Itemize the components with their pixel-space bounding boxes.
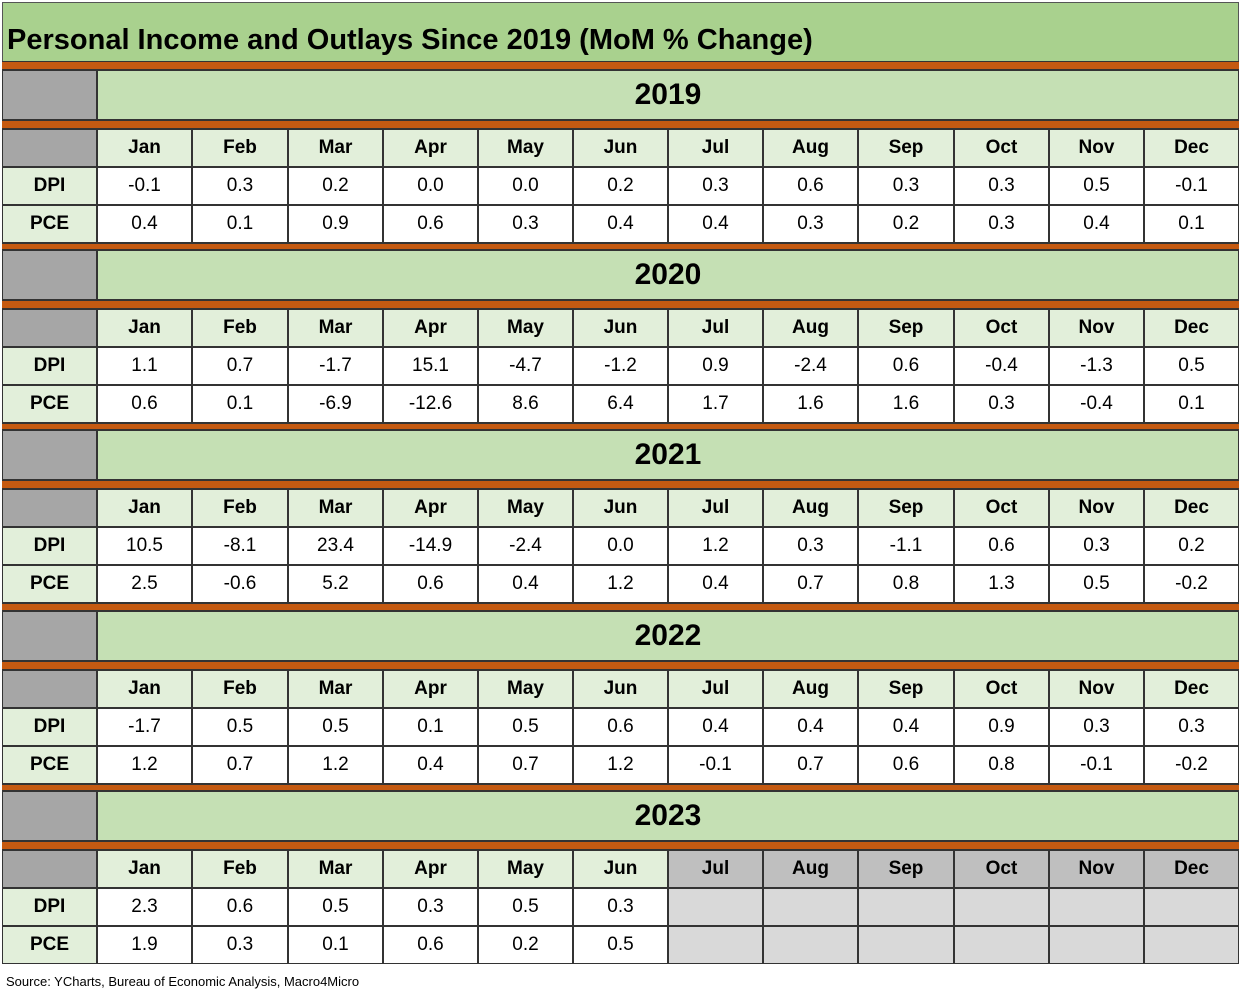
- data-cell: 0.4: [383, 746, 478, 784]
- corner-cell: [2, 309, 97, 347]
- month-header: Aug: [763, 129, 858, 167]
- month-header: Sep: [858, 670, 954, 708]
- month-header: Dec: [1144, 309, 1239, 347]
- data-cell: [763, 888, 858, 926]
- month-header: Feb: [192, 129, 288, 167]
- data-cell: 0.4: [478, 565, 573, 603]
- month-header: Oct: [954, 309, 1049, 347]
- separator-bar: [2, 784, 1239, 791]
- data-cell: 0.7: [478, 746, 573, 784]
- data-cell: 0.7: [192, 347, 288, 385]
- data-cell: 0.1: [288, 926, 383, 964]
- corner-cell: [2, 489, 97, 527]
- data-cell: 0.6: [858, 746, 954, 784]
- corner-cell: [2, 430, 97, 480]
- data-cell: -1.7: [288, 347, 383, 385]
- month-header: Sep: [858, 309, 954, 347]
- separator-bar: [2, 423, 1239, 430]
- month-header: Oct: [954, 129, 1049, 167]
- data-cell: 0.5: [288, 708, 383, 746]
- data-cell: 0.3: [383, 888, 478, 926]
- data-cell: 0.6: [192, 888, 288, 926]
- month-header: Dec: [1144, 670, 1239, 708]
- data-cell: 0.4: [668, 565, 763, 603]
- data-cell: [954, 888, 1049, 926]
- data-cell: 0.6: [97, 385, 192, 423]
- data-cell: 0.5: [1049, 167, 1144, 205]
- data-cell: -2.4: [478, 527, 573, 565]
- month-header: Jul: [668, 309, 763, 347]
- month-header: May: [478, 309, 573, 347]
- month-header: Mar: [288, 489, 383, 527]
- data-cell: 0.5: [1049, 565, 1144, 603]
- month-header: Nov: [1049, 129, 1144, 167]
- data-cell: 0.3: [192, 167, 288, 205]
- month-header: Dec: [1144, 489, 1239, 527]
- month-header: Jun: [573, 309, 668, 347]
- month-header: Feb: [192, 670, 288, 708]
- month-header: Feb: [192, 489, 288, 527]
- separator-bar: [2, 300, 1239, 309]
- data-cell: 0.4: [97, 205, 192, 243]
- data-cell: 1.2: [573, 565, 668, 603]
- data-cell: 1.2: [97, 746, 192, 784]
- data-cell: 0.2: [478, 926, 573, 964]
- month-header: Apr: [383, 489, 478, 527]
- month-header: Feb: [192, 850, 288, 888]
- year-header: 2019: [97, 70, 1239, 120]
- data-cell: 0.9: [668, 347, 763, 385]
- data-cell: 0.5: [573, 926, 668, 964]
- year-header: 2022: [97, 611, 1239, 661]
- month-header: Oct: [954, 670, 1049, 708]
- data-cell: -14.9: [383, 527, 478, 565]
- month-header: Jan: [97, 670, 192, 708]
- row-label: PCE: [2, 385, 97, 423]
- data-cell: [668, 926, 763, 964]
- month-header: Jan: [97, 489, 192, 527]
- data-cell: 0.5: [478, 888, 573, 926]
- month-header: Aug: [763, 670, 858, 708]
- month-header: Aug: [763, 850, 858, 888]
- data-cell: -0.1: [1049, 746, 1144, 784]
- data-cell: -0.6: [192, 565, 288, 603]
- data-cell: -1.2: [573, 347, 668, 385]
- month-header: Nov: [1049, 489, 1144, 527]
- corner-cell: [2, 129, 97, 167]
- data-cell: -0.2: [1144, 746, 1239, 784]
- row-label: DPI: [2, 527, 97, 565]
- month-header: Aug: [763, 309, 858, 347]
- data-cell: -8.1: [192, 527, 288, 565]
- data-cell: 1.6: [858, 385, 954, 423]
- data-cell: 5.2: [288, 565, 383, 603]
- corner-cell: [2, 70, 97, 120]
- corner-cell: [2, 670, 97, 708]
- separator-bar: [2, 841, 1239, 850]
- month-header: Sep: [858, 850, 954, 888]
- data-cell: 0.9: [288, 205, 383, 243]
- data-cell: [954, 926, 1049, 964]
- month-header: Apr: [383, 670, 478, 708]
- month-header: Apr: [383, 850, 478, 888]
- month-header: Apr: [383, 309, 478, 347]
- data-cell: 0.8: [954, 746, 1049, 784]
- data-cell: [668, 888, 763, 926]
- data-cell: 0.5: [478, 708, 573, 746]
- month-header: May: [478, 129, 573, 167]
- month-header: Jul: [668, 129, 763, 167]
- data-cell: 0.4: [668, 205, 763, 243]
- table-title: Personal Income and Outlays Since 2019 (MoM % Change): [7, 24, 813, 56]
- data-cell: 6.4: [573, 385, 668, 423]
- data-cell: 1.7: [668, 385, 763, 423]
- row-label: PCE: [2, 926, 97, 964]
- data-cell: 1.2: [668, 527, 763, 565]
- separator-bar: [2, 61, 1239, 70]
- data-cell: 1.2: [573, 746, 668, 784]
- month-header: May: [478, 850, 573, 888]
- month-header: Feb: [192, 309, 288, 347]
- month-header: Jun: [573, 850, 668, 888]
- data-cell: 0.3: [763, 205, 858, 243]
- data-cell: 0.4: [573, 205, 668, 243]
- data-cell: 0.3: [668, 167, 763, 205]
- year-header: 2020: [97, 250, 1239, 300]
- data-cell: 0.7: [192, 746, 288, 784]
- row-label: DPI: [2, 347, 97, 385]
- data-cell: 0.2: [573, 167, 668, 205]
- corner-cell: [2, 611, 97, 661]
- data-cell: 2.5: [97, 565, 192, 603]
- data-cell: 0.3: [192, 926, 288, 964]
- data-cell: [1144, 888, 1239, 926]
- data-cell: [1049, 926, 1144, 964]
- data-cell: 0.3: [858, 167, 954, 205]
- month-header: Jun: [573, 489, 668, 527]
- month-header: Oct: [954, 489, 1049, 527]
- data-cell: 15.1: [383, 347, 478, 385]
- data-cell: 0.3: [954, 385, 1049, 423]
- data-cell: 0.4: [763, 708, 858, 746]
- month-header: Jul: [668, 489, 763, 527]
- data-cell: -0.4: [954, 347, 1049, 385]
- data-cell: -6.9: [288, 385, 383, 423]
- data-cell: [763, 926, 858, 964]
- row-label: PCE: [2, 746, 97, 784]
- separator-bar: [2, 243, 1239, 250]
- data-cell: 0.2: [288, 167, 383, 205]
- month-header: Dec: [1144, 129, 1239, 167]
- separator-bar: [2, 120, 1239, 129]
- data-cell: 10.5: [97, 527, 192, 565]
- month-header: Nov: [1049, 670, 1144, 708]
- data-cell: [1144, 926, 1239, 964]
- data-cell: 0.1: [192, 385, 288, 423]
- data-cell: 0.3: [478, 205, 573, 243]
- data-cell: 0.3: [1049, 708, 1144, 746]
- data-cell: 0.7: [763, 565, 858, 603]
- data-cell: -0.4: [1049, 385, 1144, 423]
- data-cell: [858, 888, 954, 926]
- data-cell: 0.6: [383, 565, 478, 603]
- month-header: Nov: [1049, 309, 1144, 347]
- month-header: Dec: [1144, 850, 1239, 888]
- data-cell: 0.0: [383, 167, 478, 205]
- row-label: PCE: [2, 205, 97, 243]
- row-label: PCE: [2, 565, 97, 603]
- data-cell: 1.9: [97, 926, 192, 964]
- year-header: 2023: [97, 791, 1239, 841]
- data-cell: [1049, 888, 1144, 926]
- data-cell: 0.0: [478, 167, 573, 205]
- month-header: May: [478, 489, 573, 527]
- data-cell: 1.3: [954, 565, 1049, 603]
- data-cell: 0.4: [858, 708, 954, 746]
- separator-bar: [2, 480, 1239, 489]
- month-header: May: [478, 670, 573, 708]
- month-header: Jul: [668, 850, 763, 888]
- data-cell: -0.1: [668, 746, 763, 784]
- month-header: Mar: [288, 670, 383, 708]
- data-cell: 0.3: [954, 205, 1049, 243]
- month-header: Mar: [288, 309, 383, 347]
- data-cell: 0.8: [858, 565, 954, 603]
- data-cell: -2.4: [763, 347, 858, 385]
- month-header: Jan: [97, 850, 192, 888]
- data-cell: 0.1: [192, 205, 288, 243]
- data-cell: 0.6: [573, 708, 668, 746]
- data-cell: 0.0: [573, 527, 668, 565]
- data-cell: 1.1: [97, 347, 192, 385]
- data-cell: -0.2: [1144, 565, 1239, 603]
- data-cell: -4.7: [478, 347, 573, 385]
- corner-cell: [2, 250, 97, 300]
- corner-cell: [2, 850, 97, 888]
- data-cell: -0.1: [97, 167, 192, 205]
- data-cell: 0.5: [1144, 347, 1239, 385]
- month-header: Nov: [1049, 850, 1144, 888]
- data-cell: -1.3: [1049, 347, 1144, 385]
- data-cell: 1.2: [288, 746, 383, 784]
- data-cell: 0.9: [954, 708, 1049, 746]
- data-cell: 0.6: [858, 347, 954, 385]
- data-cell: -1.7: [97, 708, 192, 746]
- corner-cell: [2, 791, 97, 841]
- month-header: Sep: [858, 489, 954, 527]
- data-cell: -12.6: [383, 385, 478, 423]
- month-header: Aug: [763, 489, 858, 527]
- month-header: Jun: [573, 670, 668, 708]
- month-header: Sep: [858, 129, 954, 167]
- month-header: Oct: [954, 850, 1049, 888]
- year-header: 2021: [97, 430, 1239, 480]
- data-cell: 0.6: [383, 926, 478, 964]
- data-cell: 1.6: [763, 385, 858, 423]
- data-cell: 0.7: [763, 746, 858, 784]
- month-header: Jan: [97, 309, 192, 347]
- data-cell: 0.3: [1144, 708, 1239, 746]
- data-cell: 0.4: [1049, 205, 1144, 243]
- month-header: Jan: [97, 129, 192, 167]
- data-cell: 0.6: [383, 205, 478, 243]
- data-cell: 0.3: [763, 527, 858, 565]
- data-cell: 0.2: [858, 205, 954, 243]
- data-cell: 23.4: [288, 527, 383, 565]
- data-cell: 0.5: [192, 708, 288, 746]
- data-cell: 0.6: [763, 167, 858, 205]
- data-cell: 0.2: [1144, 527, 1239, 565]
- data-cell: -0.1: [1144, 167, 1239, 205]
- row-label: DPI: [2, 167, 97, 205]
- month-header: Jul: [668, 670, 763, 708]
- data-cell: 0.6: [954, 527, 1049, 565]
- separator-bar: [2, 603, 1239, 611]
- data-cell: 8.6: [478, 385, 573, 423]
- data-cell: 0.1: [1144, 205, 1239, 243]
- month-header: Apr: [383, 129, 478, 167]
- data-cell: [858, 926, 954, 964]
- data-cell: 0.4: [668, 708, 763, 746]
- data-cell: 0.1: [1144, 385, 1239, 423]
- data-cell: 0.3: [1049, 527, 1144, 565]
- month-header: Mar: [288, 129, 383, 167]
- data-cell: 0.3: [954, 167, 1049, 205]
- month-header: Jun: [573, 129, 668, 167]
- data-cell: -1.1: [858, 527, 954, 565]
- data-cell: 0.3: [573, 888, 668, 926]
- month-header: Mar: [288, 850, 383, 888]
- data-cell: 0.5: [288, 888, 383, 926]
- row-label: DPI: [2, 888, 97, 926]
- row-label: DPI: [2, 708, 97, 746]
- data-cell: 0.1: [383, 708, 478, 746]
- separator-bar: [2, 661, 1239, 670]
- source-note: Source: YCharts, Bureau of Economic Analysis, Macro4Micro: [6, 974, 360, 989]
- data-cell: 2.3: [97, 888, 192, 926]
